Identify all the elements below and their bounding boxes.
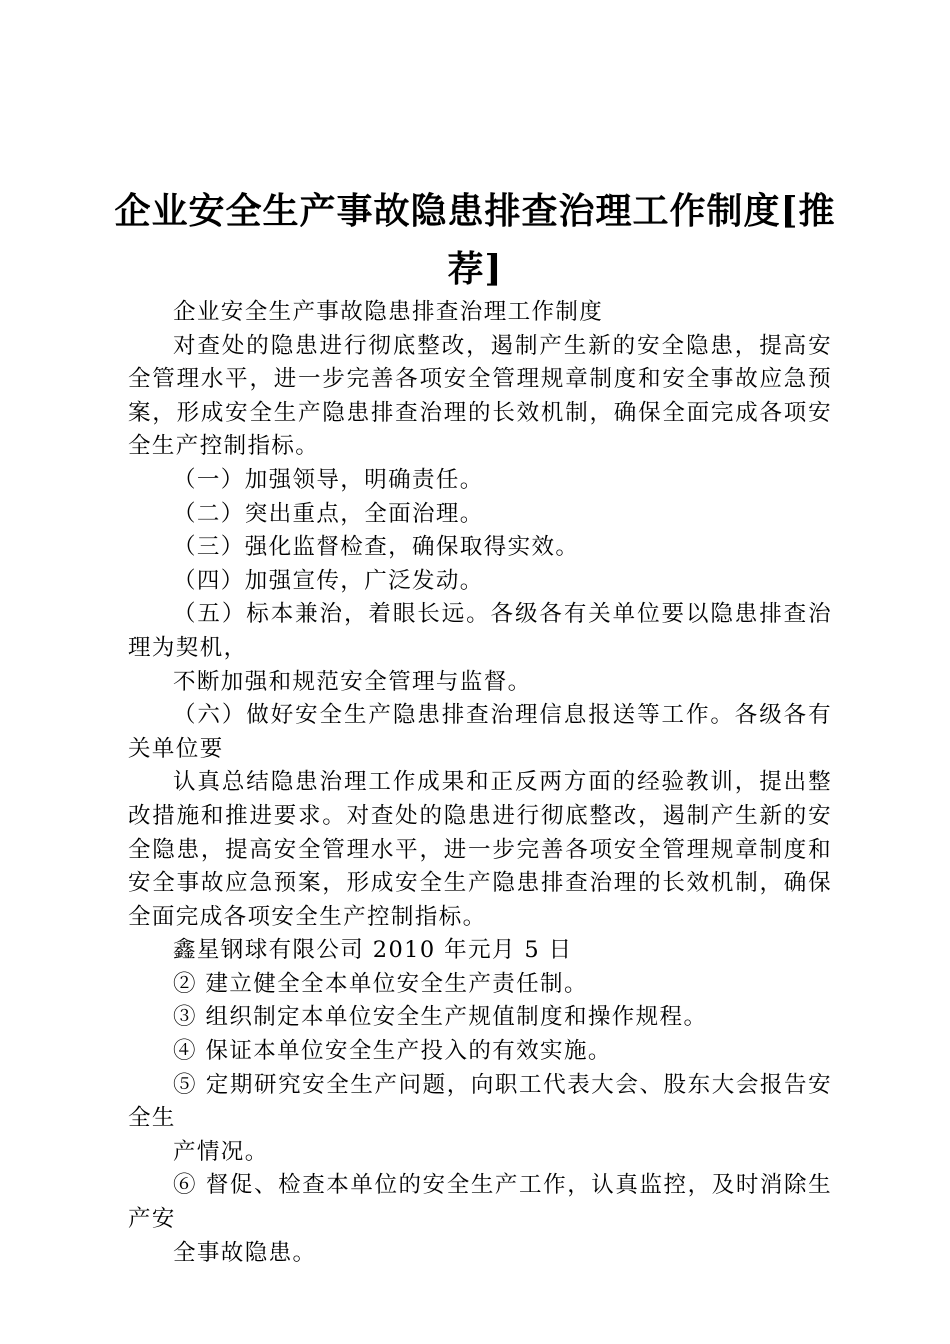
paragraph: 不断加强和规范安全管理与监督。 (173, 668, 532, 695)
list-item: ② 建立健全全本单位安全生产责任制。 (173, 970, 588, 997)
paragraph: （四）加强宣传，广泛发动。 (173, 567, 484, 594)
document-body (128, 296, 832, 1270)
list-item: ⑥ 督促、检查本单位的安全生产工作，认真监控，及时消除生产安 (128, 1172, 832, 1233)
document-title: 企业安全生产事故隐患排查治理工作制度[推荐] (114, 190, 836, 290)
paragraph: 企业安全生产事故隐患排查治理工作制度 (173, 299, 604, 325)
list-item: ④ 保证本单位安全生产投入的有效实施。 (173, 1038, 612, 1065)
list-item: ③ 组织制定本单位安全生产规值制度和操作规程。 (173, 1004, 708, 1031)
paragraph: 认真总结隐患治理工作成果和正反两方面的经验教训，提出整改措施和推进要求。对查处的隐患进行彻底整改，遏制产生新的安全隐患，提高安全管理水平，进一步完善各项安全管理规章制度和安全事故应急预案，形成安全生产隐患排查治理的长效机制，确保全面完成各项安全生产控制指标。 (128, 769, 832, 930)
paragraph: （三）强化监督检查，确保取得实效。 (173, 534, 580, 561)
paragraph: （六）做好安全生产隐患排查治理信息报送等工作。各级各有关单位要 (128, 702, 832, 762)
paragraph: 对查处的隐患进行彻底整改，遏制产生新的安全隐患，提高安全管理水平，进一步完善各项安全管理规章制度和安全事故应急预案，形成安全生产隐患排查治理的长效机制，确保全面完成各项安全生产控制指标。 (128, 332, 832, 460)
list-item: ⑤ 定期研究安全生产问题，向职工代表大会、股东大会报告安全生 (128, 1071, 832, 1132)
paragraph: （五）标本兼治，着眼长远。各级各有关单位要以隐患排查治理为契机， (128, 601, 832, 661)
paragraph: 全事故隐患。 (173, 1239, 317, 1266)
paragraph: （二）突出重点，全面治理。 (173, 500, 484, 527)
signature-line: 鑫星钢球有限公司 2010 年元月 5 日 (173, 937, 573, 964)
paragraph: 产情况。 (173, 1138, 269, 1165)
paragraph: （一）加强领导，明确责任。 (173, 466, 484, 493)
